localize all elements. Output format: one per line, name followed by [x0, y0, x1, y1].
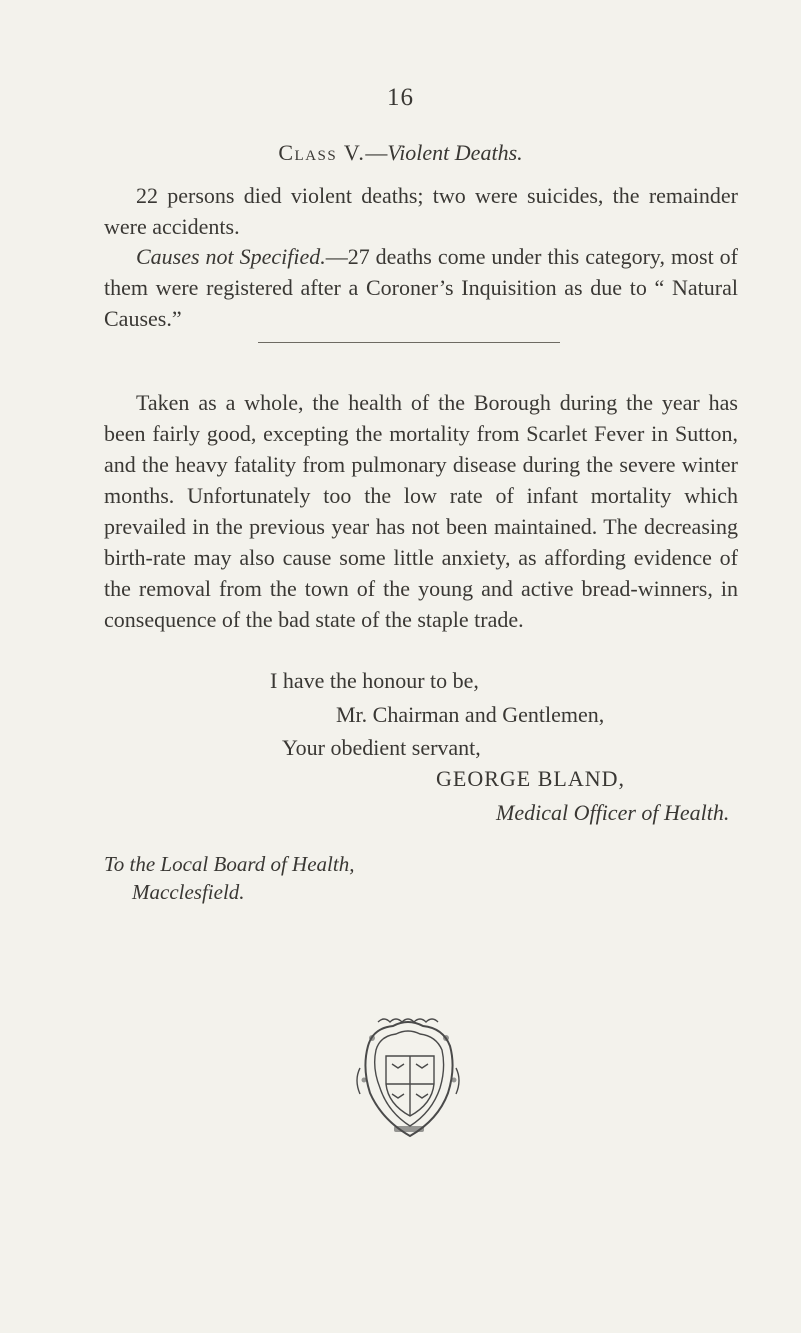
addressee-line-2: Macclesfield. — [132, 880, 245, 904]
paragraph-causes-not-specified — [104, 241, 738, 334]
paragraph-summary: Taken as a whole, the health of the Borough during the year has been fairly good, excepting the mortality from Scarlet Fever in Sutton, and the heavy fatality from pulmonary disease during the severe winter months. Unfortunately too the low rate of infant mortality which prevailed in the previous year has not been maintained. The decreasing birth-rate may also cause some little anxiety, as affording evidence of the removal from the town of the young and active bread-winners, in consequence of the bad state of the staple trade. — [104, 390, 738, 632]
heading-title: Violent Deaths. — [387, 140, 523, 165]
causes-lead-heading: Causes not Specified. — [136, 244, 326, 269]
section-divider — [258, 342, 560, 343]
paragraph-violent-deaths: 22 persons died violent deaths; two were suicides, the remainder were accidents. — [104, 183, 738, 239]
section-heading — [0, 140, 801, 166]
class-label: Class V. — [278, 140, 366, 165]
causes-body-text: —27 deaths come under this category, most of them were registered after a Coroner’s Inquisition as due to “ Natural Causes.” — [104, 244, 739, 331]
library-crest-stamp-icon — [338, 1008, 478, 1148]
signature-name: GEORGE BLAND, — [436, 766, 625, 791]
closing-servant: Your obedient servant, — [282, 735, 481, 760]
page-number: 16 — [387, 84, 414, 111]
signature-title: Medical Officer of Health. — [496, 800, 730, 825]
heading-dash: — — [365, 140, 388, 165]
addressee-line-1: To the Local Board of Health, — [104, 852, 355, 876]
closing-honour: I have the honour to be, — [270, 668, 479, 693]
closing-salutation: Mr. Chairman and Gentlemen, — [336, 702, 605, 727]
